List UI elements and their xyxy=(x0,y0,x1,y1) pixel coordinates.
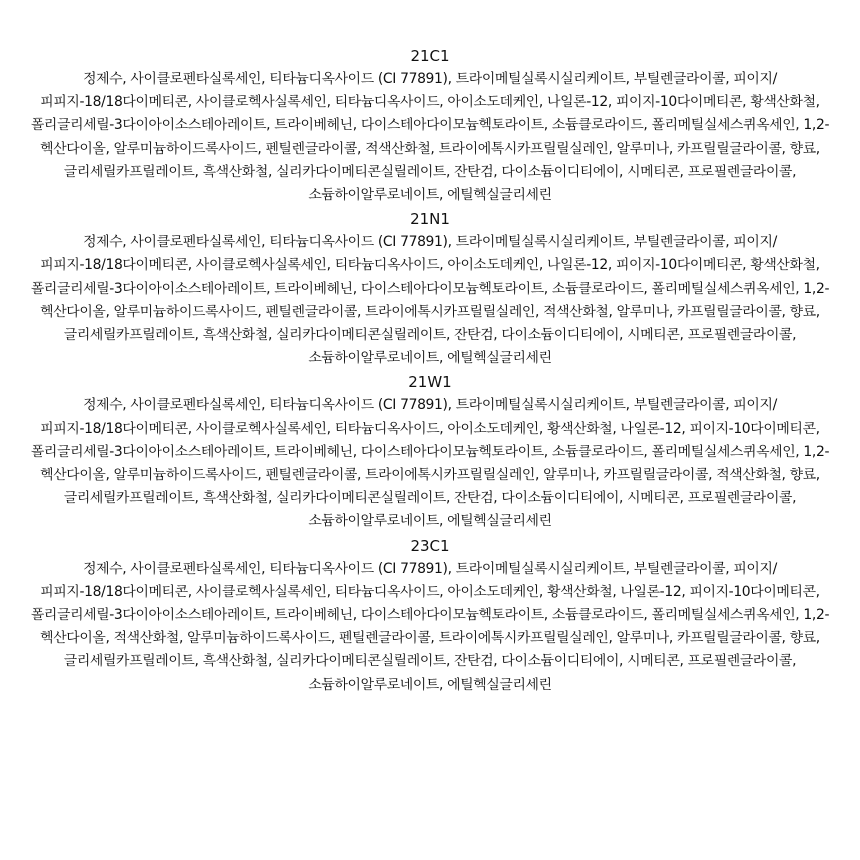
shade-code-title: 21C1 xyxy=(410,47,450,65)
shade-code-title: 23C1 xyxy=(410,536,450,555)
shade-section-23c1 xyxy=(14,534,846,697)
shade-code-title: 21N1 xyxy=(410,210,450,229)
shade-section-21n1 xyxy=(14,207,846,370)
shade-code-title: 21W1 xyxy=(408,373,452,392)
ingredient-list: 정제수, 사이클로펜타실록세인, 티타늄디옥사이드 (CI 77891), 트라이메틸실록시실리케이트, 부틸렌글라이콜, 피이지/피피지-18/18다이메티콘, 사이클로헥사실록세인, 티타늄디옥사이드, 아이소도데케인, 나일론-12, 피이지-10다이메티콘, 황색산화철, 폴리글리세릴-3다이아이소스테아레이트, 트라이베헤닌, 다이스테아다이모늄헥토라이트, 소듐클로라이드, 폴리메틸실세스퀴옥세인, 1,2-헥산다이올, 알루미늄하이드록사이드, 펜틸렌글라이콜, 적색산화철, 트라이에톡시카프릴릴실레인, 알루미나, 카프릴릴글라이콜, 향료, 글리세릴카프릴레이트, 흑색산화철, 실리카다이메티콘실릴레이트, 잔탄검, 다이소듐이디티에이, 시메티콘, 프로필렌글라이콜, 소듐하이알루로네이트, 에틸헥실글리세린 xyxy=(30,71,830,204)
shade-section-21c1 xyxy=(14,44,846,207)
ingredient-list: 정제수, 사이클로펜타실록세인, 티타늄디옥사이드 (CI 77891), 트라이메틸실록시실리케이트, 부틸렌글라이콜, 피이지/피피지-18/18다이메티콘, 사이클로헥사실록세인, 티타늄디옥사이드, 아이소도데케인, 황색산화철, 나일론-12, 피이지-10다이메티콘, 폴리글리세릴-3다이아이소스테아레이트, 트라이베헤닌, 다이스테아다이모늄헥토라이트, 소듐클로라이드, 폴리메틸실세스퀴옥세인, 1,2-헥산다이올, 알루미늄하이드록사이드, 펜틸렌글라이콜, 트라이에톡시카프릴릴실레인, 알루미나, 카프릴릴글라이콜, 적색산화철, 향료, 글리세릴카프릴레이트, 흑색산화철, 실리카다이메티콘실릴레이트, 잔탄검, 다이소듐이디티에이, 시메티콘, 프로필렌글라이콜, 소듐하이알루로네이트, 에틸헥실글리세린 xyxy=(30,397,830,530)
ingredient-list: 정제수, 사이클로펜타실록세인, 티타늄디옥사이드 (CI 77891), 트라이메틸실록시실리케이트, 부틸렌글라이콜, 피이지/피피지-18/18다이메티콘, 사이클로헥사실록세인, 티타늄디옥사이드, 아이소도데케인, 나일론-12, 피이지-10다이메티콘, 황색산화철, 폴리글리세릴-3다이아이소스테아레이트, 트라이베헤닌, 다이스테아다이모늄헥토라이트, 소듐클로라이드, 폴리메틸실세스퀴옥세인, 1,2-헥산다이올, 알루미늄하이드록사이드, 펜틸렌글라이콜, 트라이에톡시카프릴릴실레인, 적색산화철, 알루미나, 카프릴릴글라이콜, 향료, 글리세릴카프릴레이트, 흑색산화철, 실리카다이메티콘실릴레이트, 잔탄검, 다이소듐이디티에이, 시메티콘, 프로필렌글라이콜, 소듐하이알루로네이트, 에틸헥실글리세린 xyxy=(30,234,830,367)
shade-section-21w1 xyxy=(14,370,846,533)
ingredient-list: 정제수, 사이클로펜타실록세인, 티타늄디옥사이드 (CI 77891), 트라이메틸실록시실리케이트, 부틸렌글라이콜, 피이지/피피지-18/18다이메티콘, 사이클로헥사실록세인, 티타늄디옥사이드, 아이소도데케인, 황색산화철, 나일론-12, 피이지-10다이메티콘, 폴리글리세릴-3다이아이소스테아레이트, 트라이베헤닌, 다이스테아다이모늄헥토라이트, 소듐클로라이드, 폴리메틸실세스퀴옥세인, 1,2-헥산다이올, 적색산화철, 알루미늄하이드록사이드, 펜틸렌글라이콜, 트라이에톡시카프릴릴실레인, 알루미나, 카프릴릴글라이콜, 향료, 글리세릴카프릴레이트, 흑색산화철, 실리카다이메티콘실릴레이트, 잔탄검, 다이소듐이디티에이, 시메티콘, 프로필렌글라이콜, 소듐하이알루로네이트, 에틸헥실글리세린 xyxy=(30,560,830,693)
